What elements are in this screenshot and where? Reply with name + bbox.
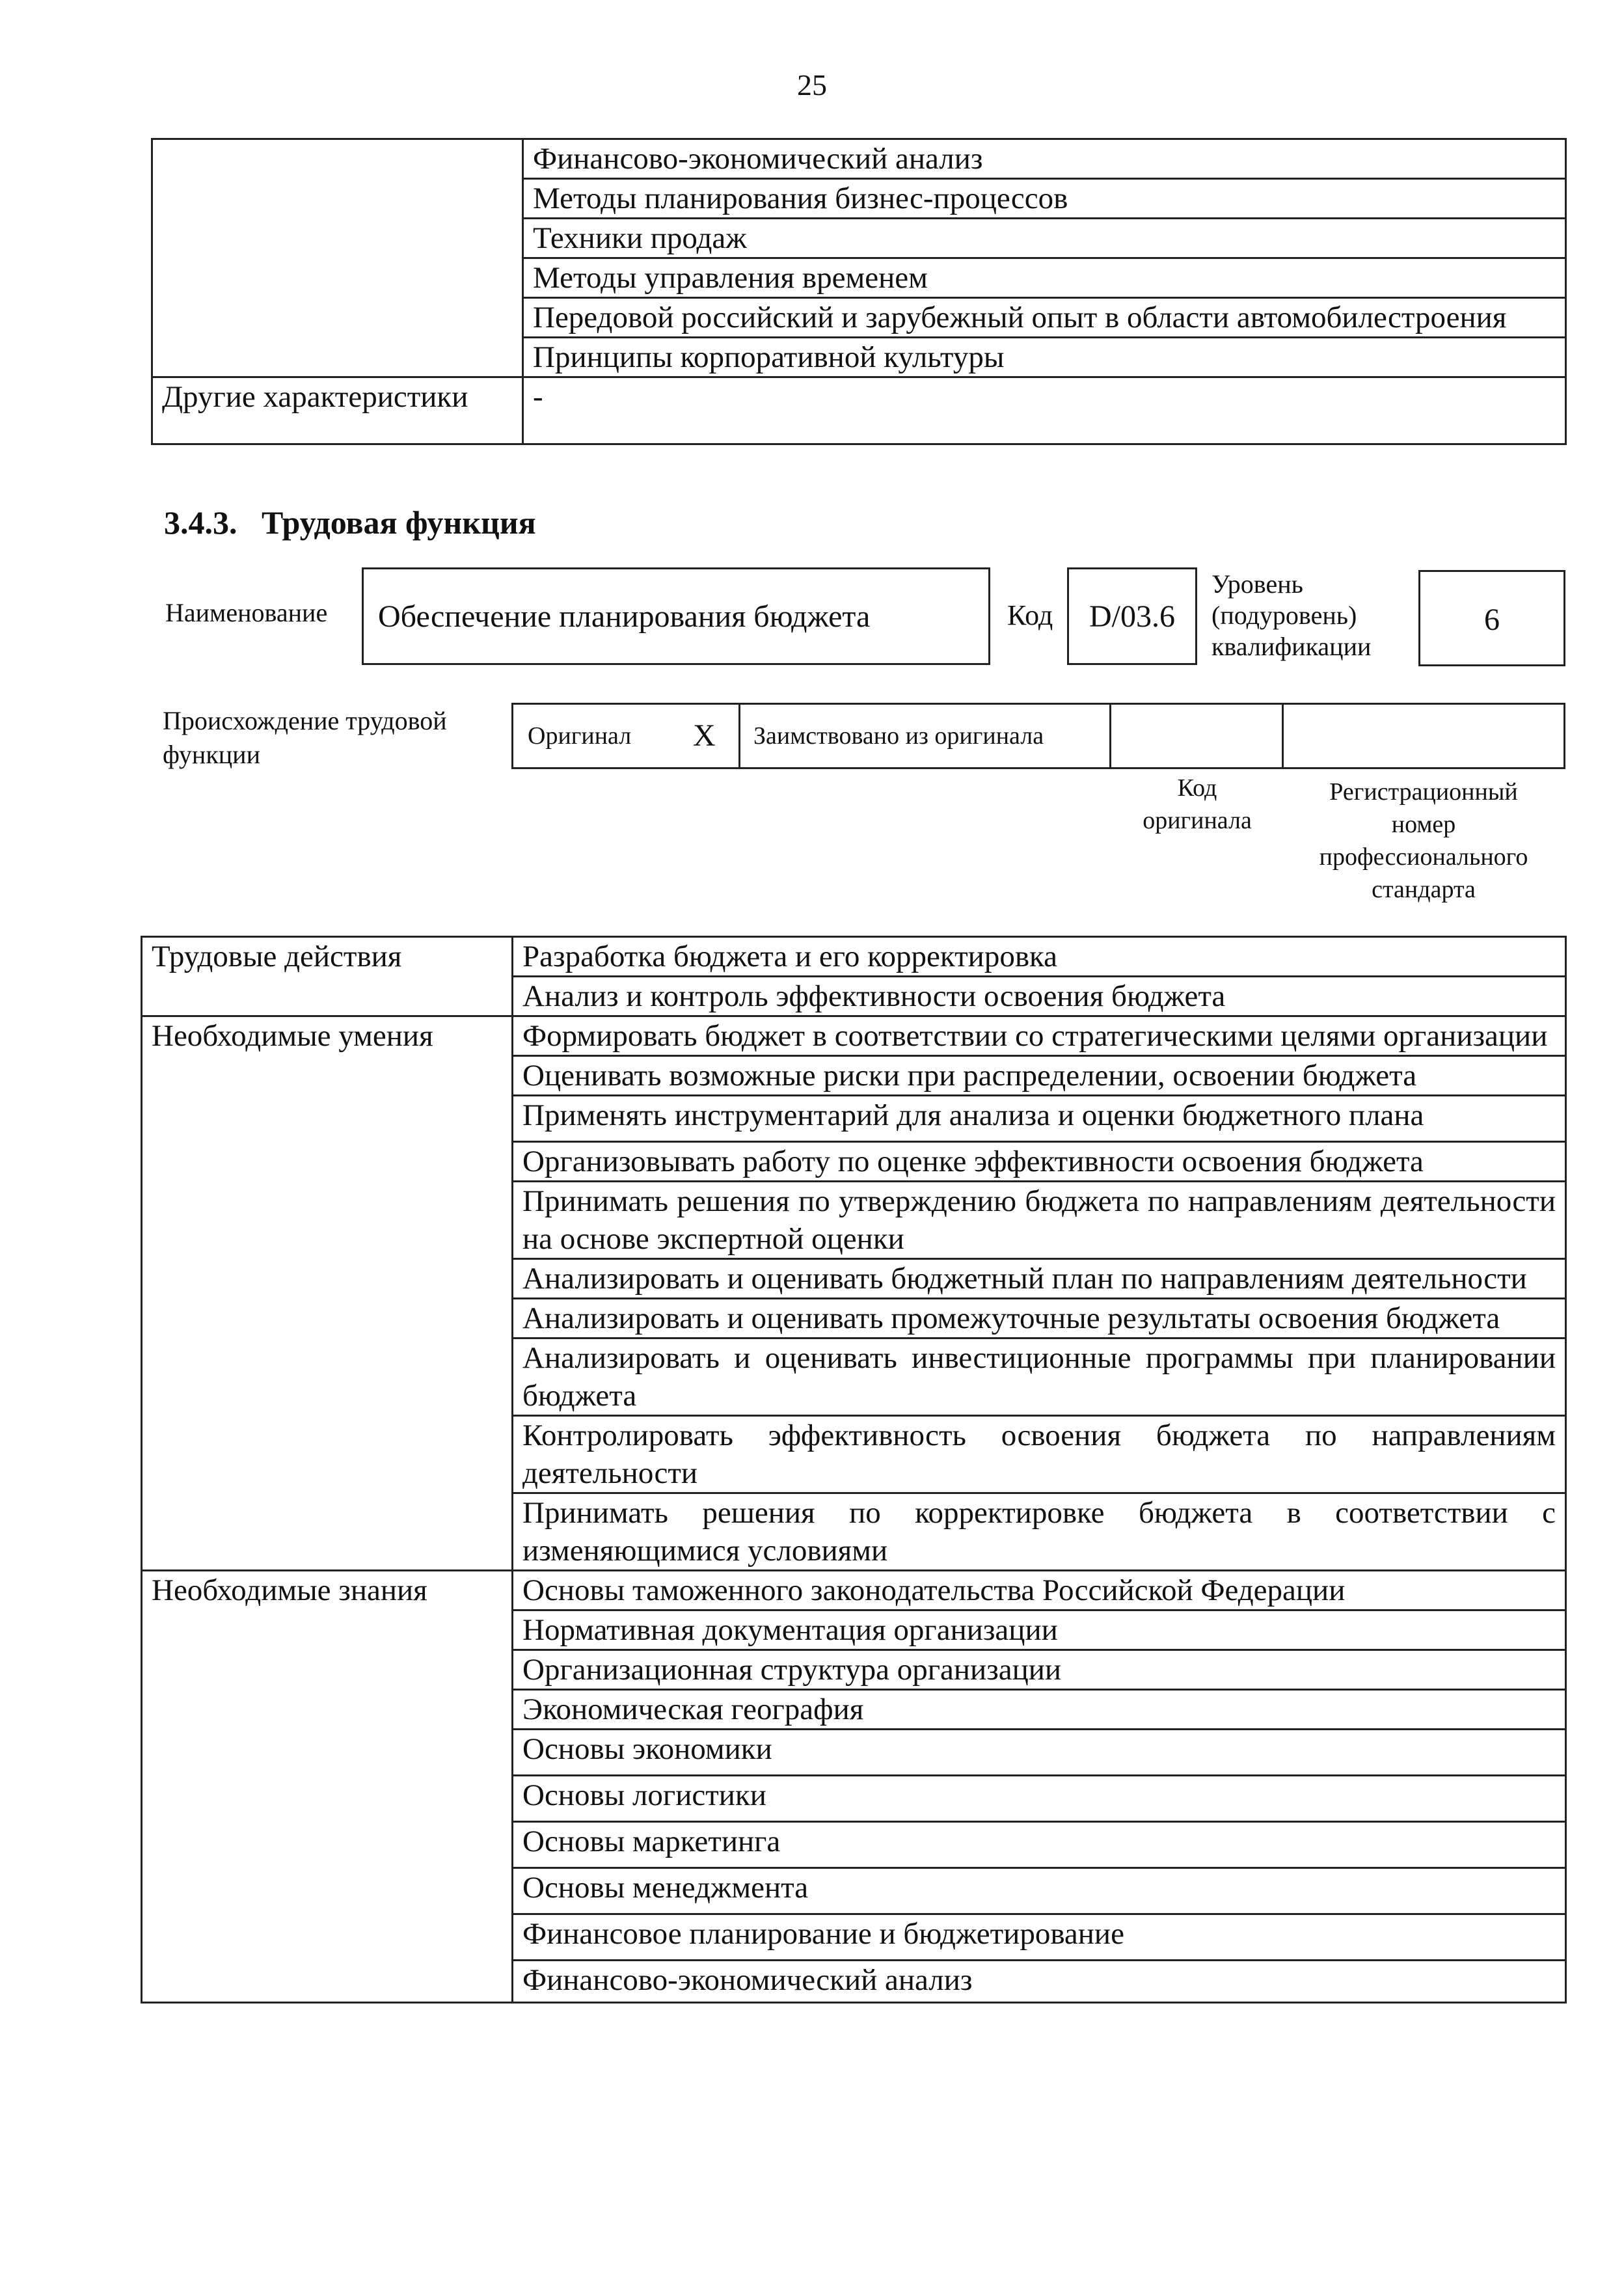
original-code-cell: [1109, 703, 1284, 769]
knowledge-item: Основы менеджмента: [513, 1868, 1566, 1914]
caption-line: стандарта: [1372, 876, 1476, 903]
caption-line: Код: [1177, 774, 1217, 802]
skill-item: Организовывать работу по оценке эффективности освоения бюджета: [513, 1142, 1566, 1182]
caption-line: Регистрационный: [1329, 778, 1518, 806]
skill-item: Контролировать эффективность освоения бюджета по направлениям деятельности: [513, 1416, 1566, 1493]
other-characteristics-label: Другие характеристики: [152, 377, 523, 444]
skill-item: Анализировать и оценивать бюджетный план по направлениям деятельности: [513, 1259, 1566, 1299]
skill-item: Формировать бюджет в соответствии со стратегическими целями организации: [513, 1016, 1566, 1056]
skill-item: Оценивать возможные риски при распределении, освоении бюджета: [513, 1056, 1566, 1096]
skills-label: Необходимые умения: [142, 1016, 513, 1571]
knowledge-item: Финансовое планирование и бюджетирование: [513, 1914, 1566, 1961]
table-row: [152, 139, 1566, 179]
skill-item: Принимать решения по корректировке бюджета в соответствии с изменяющимися условиями: [513, 1493, 1566, 1571]
table-row: [152, 377, 1566, 444]
knowledge-item: Организационная структура организации: [513, 1650, 1566, 1690]
table-row: [142, 1016, 1566, 1056]
caption-line: оригинала: [1143, 807, 1252, 834]
skill-item: Применять инструментарий для анализа и оценки бюджетного плана: [513, 1096, 1566, 1142]
continuation-table: [151, 138, 1567, 445]
knowledge-item: Основы таможенного законодательства Российской Федерации: [513, 1571, 1566, 1610]
original-code-caption: [1110, 772, 1284, 837]
table-row: [142, 1571, 1566, 1610]
labor-function-table: [141, 936, 1567, 2004]
knowledge-item: Основы маркетинга: [513, 1822, 1566, 1868]
section-heading: [164, 504, 536, 541]
name-label: Наименование: [165, 598, 328, 627]
knowledge-item: Передовой российский и зарубежный опыт в области автомобилестроения: [523, 298, 1566, 338]
knowledge-item: Методы планирования бизнес-процессов: [523, 179, 1566, 219]
level-box: [1418, 570, 1565, 666]
original-cell: [511, 703, 740, 769]
knowledge-item: Финансово-экономический анализ: [523, 139, 1566, 179]
knowledge-item: Принципы корпоративной культуры: [523, 338, 1566, 377]
knowledge-item: Основы экономики: [513, 1730, 1566, 1776]
original-label: Оригинал: [528, 722, 632, 750]
page-number: 25: [797, 68, 827, 102]
knowledge-item: Техники продаж: [523, 219, 1566, 258]
registration-number-cell: [1282, 703, 1565, 769]
skill-item: Анализировать и оценивать промежуточные результаты освоения бюджета: [513, 1299, 1566, 1338]
table-row: [142, 937, 1566, 977]
level-label-line: квалификации: [1211, 632, 1372, 661]
action-item: Разработка бюджета и его корректировка: [513, 937, 1566, 977]
borrowed-cell: Заимствовано из оригинала: [738, 703, 1111, 769]
origin-label-line: Происхождение трудовой: [163, 706, 447, 735]
level-label-line: Уровень: [1211, 569, 1303, 599]
level-label-line: (подуровень): [1211, 601, 1357, 630]
skill-item: Анализировать и оценивать инвестиционные программы при планировании бюджета: [513, 1338, 1566, 1416]
name-box: [362, 567, 990, 665]
code-value: D/03.6: [1089, 599, 1175, 634]
knowledge-item: Нормативная документация организации: [513, 1610, 1566, 1650]
level-label: [1211, 569, 1371, 662]
empty-label-cell: [152, 139, 523, 377]
origin-row: [511, 703, 1565, 769]
section-number: 3.4.3.: [164, 504, 237, 541]
origin-label-line: функции: [163, 740, 260, 769]
caption-line: профессионального: [1319, 843, 1528, 871]
code-box: [1067, 567, 1197, 665]
actions-label: Трудовые действия: [142, 937, 513, 1016]
knowledge-item: Основы логистики: [513, 1776, 1566, 1822]
registration-number-caption: [1282, 776, 1565, 906]
original-mark: X: [693, 718, 716, 753]
level-value: 6: [1484, 603, 1500, 637]
knowledge-item: Методы управления временем: [523, 258, 1566, 298]
knowledge-item: Экономическая география: [513, 1690, 1566, 1730]
skill-item: Принимать решения по утверждению бюджета по направлениям деятельности на основе экспертной оценки: [513, 1182, 1566, 1259]
knowledge-label: Необходимые знания: [142, 1571, 513, 2003]
origin-label: [163, 704, 447, 772]
name-value: Обеспечение планирования бюджета: [378, 599, 871, 634]
code-label: Код: [1007, 599, 1053, 631]
knowledge-item: Финансово-экономический анализ: [513, 1961, 1566, 2003]
section-title: Трудовая функция: [262, 504, 536, 541]
caption-line: номер: [1391, 811, 1456, 838]
other-characteristics-value: -: [523, 377, 1566, 444]
action-item: Анализ и контроль эффективности освоения бюджета: [513, 977, 1566, 1016]
